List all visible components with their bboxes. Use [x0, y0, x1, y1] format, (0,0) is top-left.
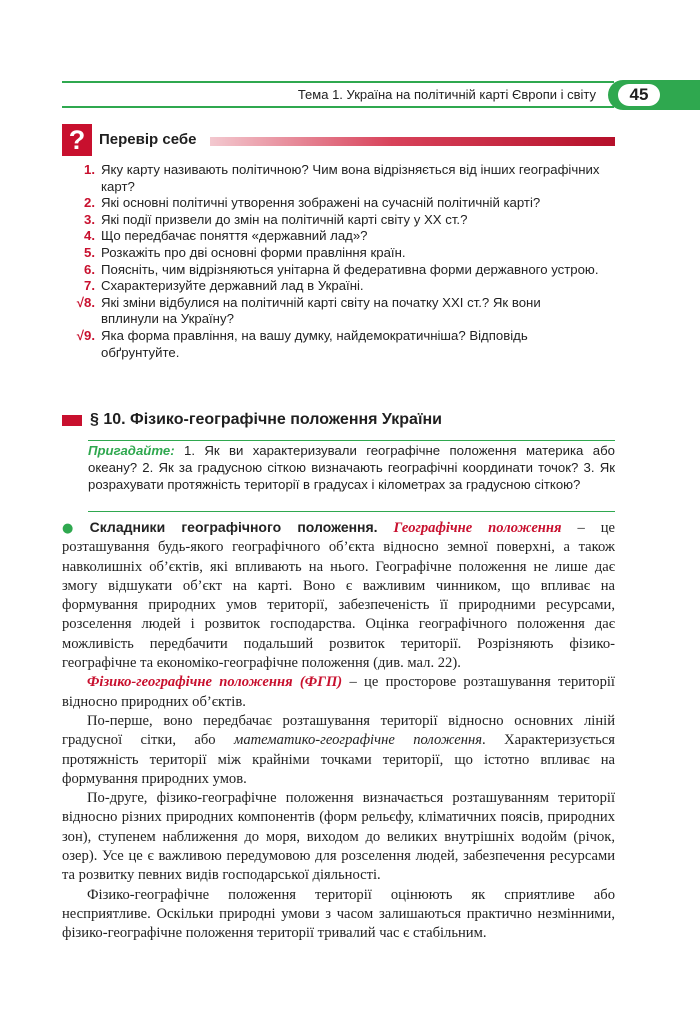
question-number: 6.: [84, 261, 95, 277]
question-text: Що передбачає поняття «державний лад»?: [101, 228, 368, 244]
question-text: Схарактеризуйте державний лад в Україні.: [101, 278, 364, 294]
subsection-lead: Складники географічного положення.: [89, 519, 378, 535]
question-item: [62, 328, 602, 361]
section-marker: [62, 415, 82, 426]
paragraph: По-друге, фізико-географічне положення визначається розташуванням території відносно різних природних компонентів (форм рельєфу, кліматичних поясів, природних зон), ступенем наближення до моря, виходом до великих внутрішніх водойм (річок, озер). Усе це є важливою передумовою для розселення людей, забезпечення ресурсами та розвитку певних видів господарської діяльності.: [62, 790, 615, 884]
section-title: § 10. Фізико-географічне положення України: [90, 411, 442, 428]
recall-text: 1. Як ви характеризували географічне положення материка або океану? 2. Як за градусною сіткою визначають географічні координати точок? 3. Як розрахувати протяжність території в градусах і кілометрах за градусною сіткою?: [88, 443, 615, 492]
header-rule-top: [62, 81, 614, 83]
question-item: [62, 212, 602, 229]
question-item: [62, 162, 602, 195]
question-item: [62, 262, 602, 279]
term-physical-geographic-position: Фізико-географічне положення (ФГП): [87, 674, 343, 691]
body-text: [62, 518, 615, 944]
question-item: [62, 295, 602, 328]
question-list: [62, 162, 602, 361]
term-geographic-position: Географічне положення: [393, 520, 562, 536]
question-item: [62, 228, 602, 245]
question-number: 7.: [84, 278, 95, 294]
question-number: 5.: [84, 244, 95, 260]
check-yourself-title: Перевір себе: [99, 131, 197, 148]
header-rule-bottom: [62, 106, 614, 108]
paragraph-text: По-перше, воно передбачає розташування території відносно основних ліній градусної сітки, або: [62, 712, 615, 749]
question-number: 2.: [84, 195, 95, 211]
paragraph-text: – це розташування будь-якого географічного об’єкта відносно земної поверхні, а також навколишніх об’єктів, які впливають на нього. Географічне положення не лише дає змогу відшукати об’єкт на карті. Воно є важливим чинником, що впливає на формування природних умов території, забезпеченість її природними ресурсами, розселення людей і розвиток господарства. Оцінка географічного положення дає можливість передбачити подальший розвиток території. Розрізняють фізико-географічне та економіко-географічне положення (див. мал. 22).: [62, 520, 615, 672]
question-mark-icon: ?: [62, 124, 92, 156]
question-item: [62, 278, 602, 295]
bullet-icon: ●: [62, 521, 86, 536]
question-text: Які події призвели до змін на політичній карті світу у XX ст.?: [101, 211, 468, 227]
question-text: Які зміни відбулися на політичній карті світу на початку XXI ст.? Як вони вплинули на Україну?: [101, 294, 541, 327]
paragraph: Фізико-географічне положення території оцінюють як сприятливе або несприятливе. Оскільки природні умови з часом залишаються практично незмінними, фізико-географічне положення території тривалий час є стабільним.: [62, 886, 615, 942]
question-item: [62, 195, 602, 212]
question-number: 3.: [84, 211, 95, 227]
paragraph-text: – це просторове розташування території відносно природних об’єктів.: [62, 674, 615, 710]
recall-box: [88, 440, 615, 512]
check-yourself-bar: [210, 137, 615, 146]
question-text: Які основні політичні утворення зображені на сучасній політичній карті?: [101, 195, 541, 211]
question-number: √8.: [76, 294, 95, 310]
question-item: [62, 245, 602, 262]
question-text: Яка форма правління, на вашу думку, найдемократичніша? Відповідь обґрунтуйте.: [101, 327, 528, 360]
question-number: 1.: [84, 162, 95, 177]
question-text: Поясніть, чим відрізняються унітарна й федеративна форми державного устрою.: [101, 261, 599, 277]
page-number: 45: [618, 84, 660, 106]
question-text: Розкажіть про дві основні форми правління країн.: [101, 244, 406, 260]
paragraph: [62, 712, 615, 789]
question-number: 4.: [84, 228, 95, 244]
paragraph-text: . Характеризується протяжність території між крайніми точками території, що істотно впливає на формування природних умов.: [62, 732, 615, 787]
question-number: √9.: [76, 327, 95, 343]
paragraph: [62, 673, 615, 712]
paragraph: [62, 518, 615, 673]
recall-label: Пригадайте:: [88, 443, 175, 458]
question-text: Яку карту називають політичною? Чим вона відрізняється від інших географічних карт?: [101, 162, 600, 194]
header-topic: Тема 1. Україна на політичній карті Європи і світу: [297, 87, 596, 102]
term-mathematical-geographic-position: математико-географічне положення: [234, 732, 483, 749]
